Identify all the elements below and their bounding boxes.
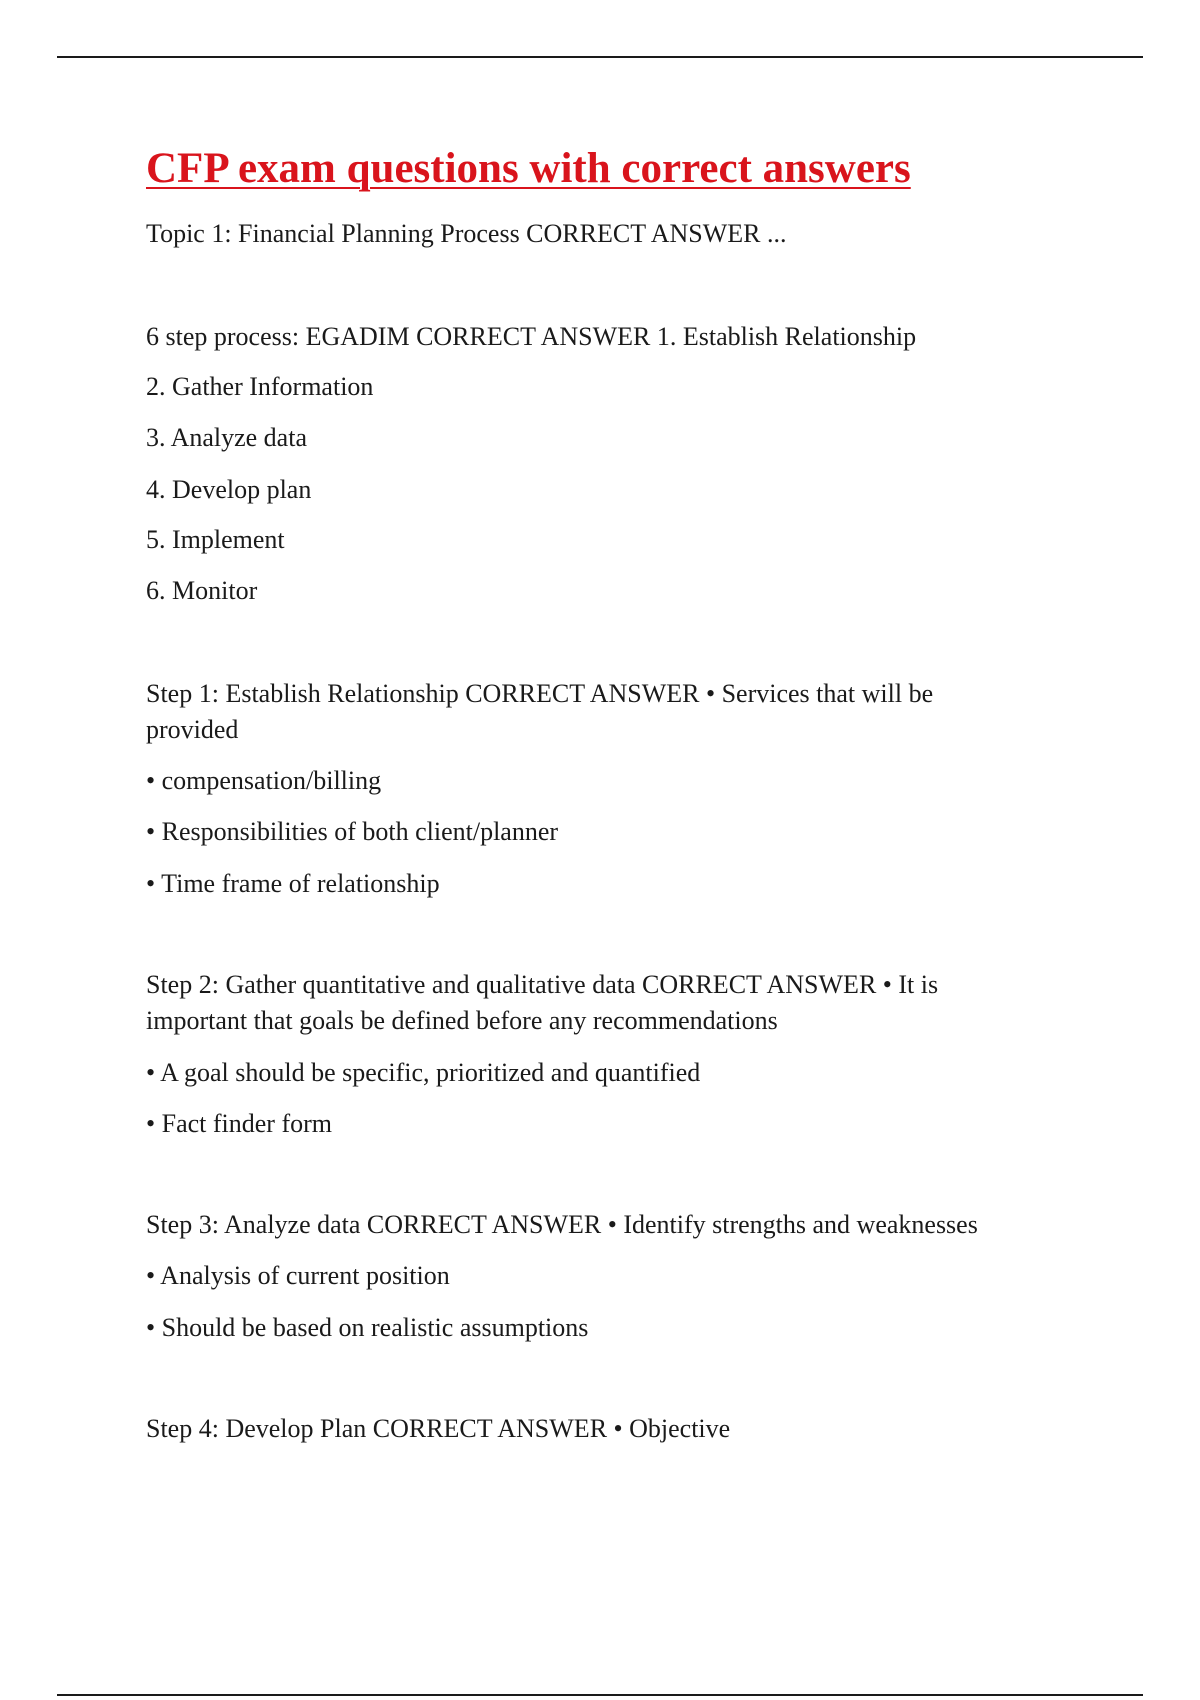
step-2-question: Step 2: Gather quantitative and qualitative data CORRECT ANSWER • It is important that goals be defined before any recommendations	[146, 970, 939, 1035]
step-1-question: Step 1: Establish Relationship CORRECT ANSWER • Services that will be provided	[146, 679, 934, 744]
step-2-bullet-1: • A goal should be specific, prioritized and quantified	[146, 1058, 701, 1087]
step-list-item-5: 5. Implement	[146, 525, 285, 554]
step-2-bullet-2: • Fact finder form	[146, 1109, 332, 1138]
step-1-bullet-2: • Responsibilities of both client/planner	[146, 817, 559, 846]
step-1-bullet-1: • compensation/billing	[146, 766, 382, 795]
step-3-bullet-2: • Should be based on realistic assumptions	[146, 1313, 589, 1342]
step-list-item-2: 2. Gather Information	[146, 372, 374, 401]
step-list-item-3: 3. Analyze data	[146, 423, 307, 452]
topic-line: Topic 1: Financial Planning Process CORRECT ANSWER ...	[146, 219, 787, 248]
header-rule	[57, 56, 1143, 58]
step-list-item-4: 4. Develop plan	[146, 475, 312, 504]
step-1-bullet-3: • Time frame of relationship	[146, 869, 440, 898]
six-step-process-line: 6 step process: EGADIM CORRECT ANSWER 1. Establish Relationship	[146, 322, 917, 351]
step-list-item-6: 6. Monitor	[146, 576, 258, 605]
document-title: CFP exam questions with correct answers	[146, 145, 911, 192]
footer-rule	[57, 1694, 1143, 1696]
step-4-question: Step 4: Develop Plan CORRECT ANSWER • Objective	[146, 1414, 731, 1443]
step-3-question: Step 3: Analyze data CORRECT ANSWER • Identify strengths and weaknesses	[146, 1210, 978, 1239]
step-3-bullet-1: • Analysis of current position	[146, 1261, 450, 1290]
